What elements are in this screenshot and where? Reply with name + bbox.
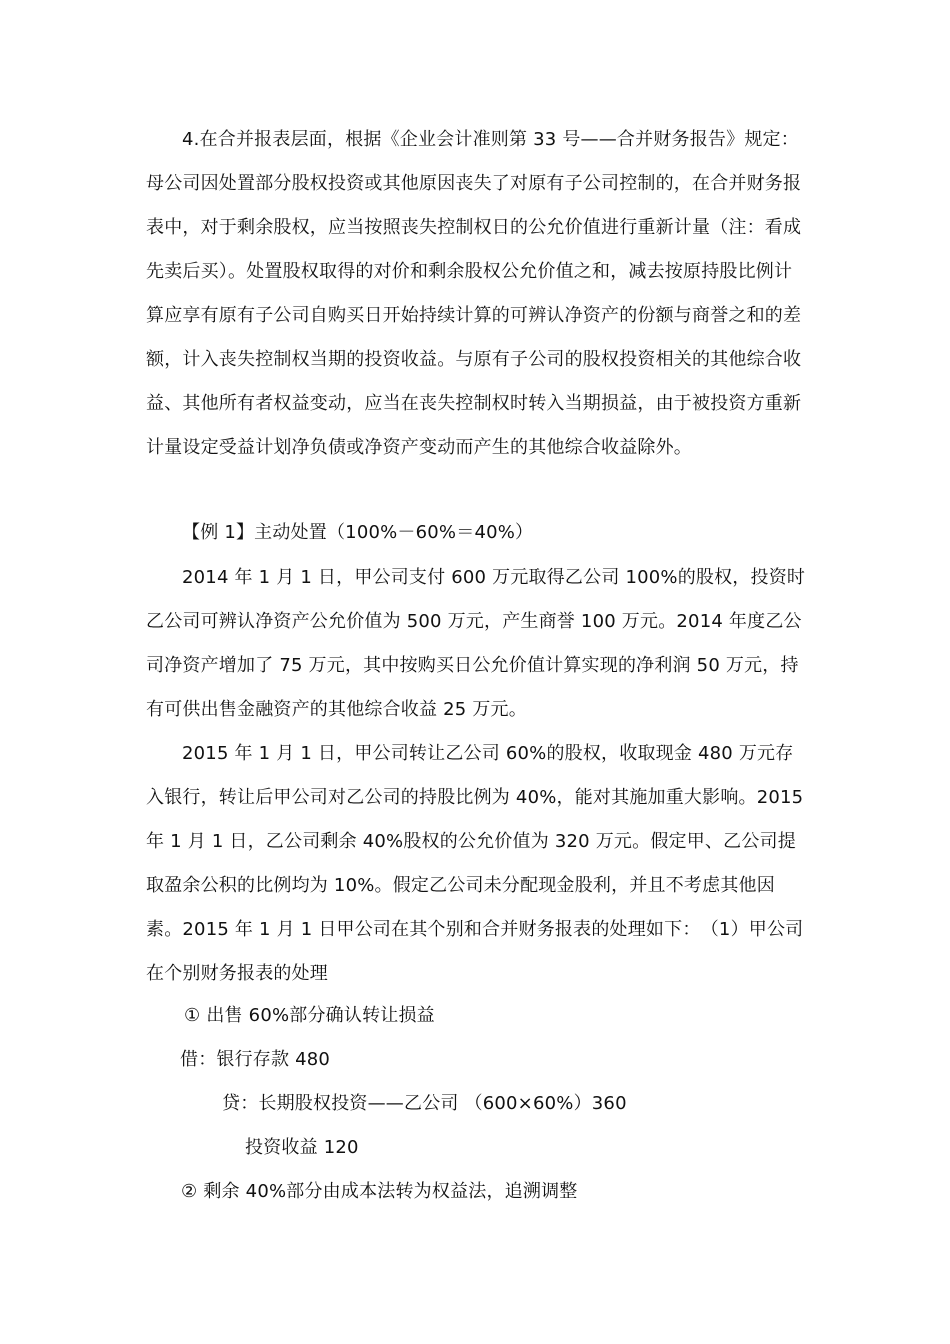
journal-debit-line: 借：银行存款 480 [180,1049,331,1070]
circled-number-1: ① [184,1005,201,1026]
step-2-line [181,1177,577,1207]
step-2-text: 剩余 40%部分由成本法转为权益法，追溯调整 [203,1181,578,1202]
paragraph-2015-disposal: 2015 年 1 月 1 日，甲公司转让乙公司 60%的股权，收取现金 480 万元存入银行，转让后甲公司对乙公司的持股比例为 40%，能对其施加重大影响。2015 年 1 月 1 日，乙公司剩余 40%股权的公允价值为 320 万元。假定甲、乙公司提取盈余公积的比例均为 10%。假定乙公司未分配现金股利，并且不考虑其他因素。2015 年 1 月 1 日甲公司在其个别和合并财务报表的处理如下： （1）甲公司在个别财务报表的处理 [146,743,804,984]
step-1-text: 出售 60%部分确认转让损益 [206,1005,435,1026]
journal-credit-line: 贷：长期股权投资——乙公司 （600×60%）360 [222,1093,627,1114]
step-1-line [184,1001,435,1031]
paragraph-2014-acquisition: 2014 年 1 月 1 日，甲公司支付 600 万元取得乙公司 100%的股权，投资时乙公司可辨认净资产公允价值为 500 万元，产生商誉 100 万元。2014 年度乙公司净资产增加了 75 万元，其中按购买日公允价值计算实现的净利润 50 万元，持有可供出售金融资产的其他综合收益 25 万元。 [146,567,806,720]
example-title: 【例 1】主动处置（100%－60%＝40%） [182,522,534,543]
journal-credit-line-2: 投资收益 120 [245,1137,359,1158]
paragraph-consolidated-rules: 4.在合并报表层面，根据《企业会计准则第 33 号——合并财务报告》规定：母公司因处置部分股权投资或其他原因丧失了对原有子公司控制的，在合并财务报表中，对于剩余股权，应当按照丧失控制权日的公允价值进行重新计量（注：看成先卖后买）。处置股权取得的对价和剩余股权公允价值之和，减去按原持股比例计算应享有原有子公司自购买日开始持续计算的可辨认净资产的份额与商誉之和的差额，计入丧失控制权当期的投资收益。与原有子公司的股权投资相关的其他综合收益、其他所有者权益变动，应当在丧失控制权时转入当期损益，由于被投资方重新计量设定受益计划净负债或净资产变动而产生的其他综合收益除外。 [146,129,802,458]
circled-number-2: ② [181,1181,198,1202]
